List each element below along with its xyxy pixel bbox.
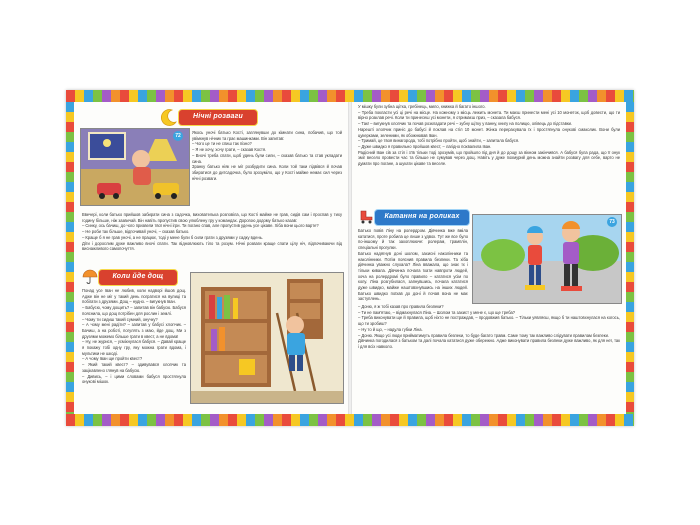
paragraph: – Доню, я ж тобі казав про правила безпеки? [358, 304, 444, 309]
decorative-border-right [626, 102, 634, 414]
rain-story-continuation [358, 104, 620, 204]
section-title-when-rains: Коли йде дощ [98, 269, 178, 286]
paragraph: – А чому Іван ще пройти квест? [82, 356, 143, 362]
section1-text-full-width [82, 212, 342, 266]
decorative-border-top [66, 90, 634, 102]
paragraph: – Який такий квест? – здивувався хлопчик та зацікавлено глянув на бабусю. [82, 362, 186, 373]
toy-cars-picture [81, 129, 189, 205]
illustration-bookshelf [190, 272, 344, 404]
paragraph: – Тримай, це твоя винагорода, тобі потрібно пройти, щоб знайти, – запитала бабуся. [358, 138, 520, 144]
umbrella-icon [82, 268, 98, 284]
paragraph: – Вночі треба спати, щоб удень були сили, – сказав батько та став укладати сина. [192, 152, 342, 164]
illustration-toy-cars [80, 128, 190, 206]
left-page [78, 104, 344, 412]
paragraph: – Чому ти сидиш такий сумний, онучку? [82, 316, 158, 322]
paragraph: – Доню. Якщо усі люди прийматимуть правила безпеки, то буде багато травм. Саме тому так важливо слідувати правилам безпеки. [358, 332, 609, 338]
section2-text [82, 288, 186, 410]
roller-skate-icon [358, 208, 374, 224]
section-title-roller-skating: Катання на роликах [374, 209, 470, 226]
paragraph: Дівчинка погодилася з батьком та далі почала кататися дуже обережно. Адже виконувати правила безпеки дуже важливо, як для неї, так і для всіх навколо. [358, 338, 620, 349]
paragraph: Якось уночі батько Кості, заглянувши до кімнати сина, побачив, що той увімкнув нічник та грає машинками. Він запитав: [192, 130, 342, 141]
page-number-right: 73 [607, 217, 617, 227]
paragraph: – Ну то й що, – надула губки Ліна. [358, 326, 423, 332]
right-page [356, 104, 622, 412]
decorative-border-bottom [66, 414, 634, 426]
illustration-roller-skating [472, 214, 622, 304]
paragraph: Понад усе Іван не любив, коли надворі йшов дощ. Адже він не міг у такий день погратися на вулиці та побігати з друзями. Дощ – нудно. – вигукнув Іван. [82, 288, 186, 305]
paragraph: Батько надягнув доні шолом, захисні наколінники та наколінники. Потім пояснив правила безпеки. Та хіба дівчинка уважно слухала? Ліна вважала, що знає їх і тільки кивала. Дівчинка почала їхати навпроти людей, хоча на ролердромі було правило – кататися усім по колу. Ліна розгубилася, запнувшись, почала кататися дуже швидко, майже наштовхнувшись на інших людей. Батько швидко поїхав до доні й почав вона не має заступлень. [358, 250, 468, 302]
paragraph: – Треба виконувати ще й правила, щоб ніхто не постраждав, – продовжив батько. – Тільки уявляєш, якщо б ти наштовхнулася на когось, що ти зробиш? [358, 315, 620, 327]
paragraph: – Ти не пам'ятаю, – відмахнулася Ліна. – Шолом та захист у мене є, що ще треба? [358, 309, 516, 315]
paragraph: – Синку, ось бачиш, до чого призвели твої нічні ігри. Ти погано спав, але пропустив удень усе цікаве. Хіба вони цього варте? [82, 223, 319, 229]
paragraph: – Краще б я не грав уночі, а не працює, тоді у мене були б сили грати з друзями у садку вдень. [82, 234, 263, 240]
paragraph: – Чого це ти не спиш так пізно? [192, 141, 252, 147]
paragraph: Зранку батько ніяк не міг розбудити сина. Коли той таки підвівся й почав збиратися до дитсадочка, було зрозуміло, що у Кості майже немає сил через нічні розваги. [192, 164, 342, 181]
section3-text-left-column [358, 228, 468, 302]
paragraph: Нарешті хлопчик приніс до бабусі й поклав на стіл 10 монет. Жінка перерахувала їх і простягнула онукові смаколик. Вони були цукерками, зеленими, як обожнював Іван. [358, 126, 620, 138]
book-spread [66, 90, 634, 426]
paragraph: – Треба покласти усі ці речі на місце. На кожному з місць лежить монета. Ти маєш принести мені усі 10 монеток, щоб довести, що ти вірно розклав речі. Коли ти принесеш усі монети, я отримаєш приз, – сказала бабуся. [358, 109, 620, 121]
page-number-left: 72 [173, 131, 183, 141]
paragraph: – Бабусю, чому дощить? – запитав він бабусю. Бабуся пояснила, що дощ потрібен для рослин і землі. [82, 305, 186, 316]
paragraph: Діти і дорослим дуже важливо вночі спати. Так відновлюють тіло та розум. Нічні розваги краще спати цілу ніч, відпочиваючи від виснажливого самопочуття. [82, 240, 342, 252]
paragraph: – Я не хочу, хочу грати, – сказав Костя. [192, 147, 267, 153]
bookshelf-picture [191, 273, 343, 403]
paragraph: – А чому мені радіти? – запитав у бабусі хлопчик. – Бачиш, а на роботі, погулять з маю, йде дощ. Ми з друзями можемо більше грати в квест, а не вдома! [82, 322, 186, 339]
roller-skating-picture [473, 215, 621, 303]
paragraph: – Не роби так більше, відпочивай уночі, – сказав батько. [82, 229, 190, 235]
paragraph: – Ну, не журися, – усміхнулася бабуся. – Давай краще я покажу тобі одну гру, яку можна грати вдома, і мультики не шкоді. [82, 339, 186, 356]
book-gutter [348, 102, 352, 414]
paragraph: – Так! – вигукнув хлопчик та почав розкладати речі – зубну щітку у ванну, книгу на полицю, олівець до підставки. [358, 121, 573, 127]
paragraph: Ввечері, коли батько прийшов забирати сина з садочка, вихователька розповіла, що Кості майже не грав, сидів сам і проспав у тиху годину більше, ніж зазвичай. Він навіть пропустив свою улюблену гру у командах. Дорогою додому батько казав: [82, 212, 342, 223]
section3-text-full-width [358, 304, 620, 412]
paragraph: Батько повів Ліну на ролердром. Дівчинка вже вміла кататися, проте робила це лише з удвох. Тут же все було по-іншому й так захоплююче: ролерам, трамплін, спеціальні прогулки. [358, 228, 468, 251]
section-title-night-fun: Нічні розваги [178, 109, 258, 126]
paragraph: – Дуже швидко я правильно пройшов квест, – лагідно похвалила Іван. [358, 143, 492, 149]
paragraph: Радісний Іван сів за стіл і з'їв тільки тоді зрозумів, що пройшло під дня й до дощу за вікном закінчився. А бабуся була рада, що її онук зміг весело провести час та більше не сумував через дощ. Навіть у дуже похмурий день можна знайти розвагу для себе, варто не думати про погане, а шукати цікаве та веселе. [358, 149, 620, 167]
section1-text-right-column [192, 130, 342, 212]
moon-icon [160, 108, 178, 126]
decorative-border-left [66, 102, 74, 414]
paragraph: У мішку були зубна щітка, гребінець, мило, книжка й багато іншого. [358, 104, 486, 109]
paragraph: – Дивись, – і цими словами бабуся простягнула онукові мішок. [82, 373, 186, 385]
